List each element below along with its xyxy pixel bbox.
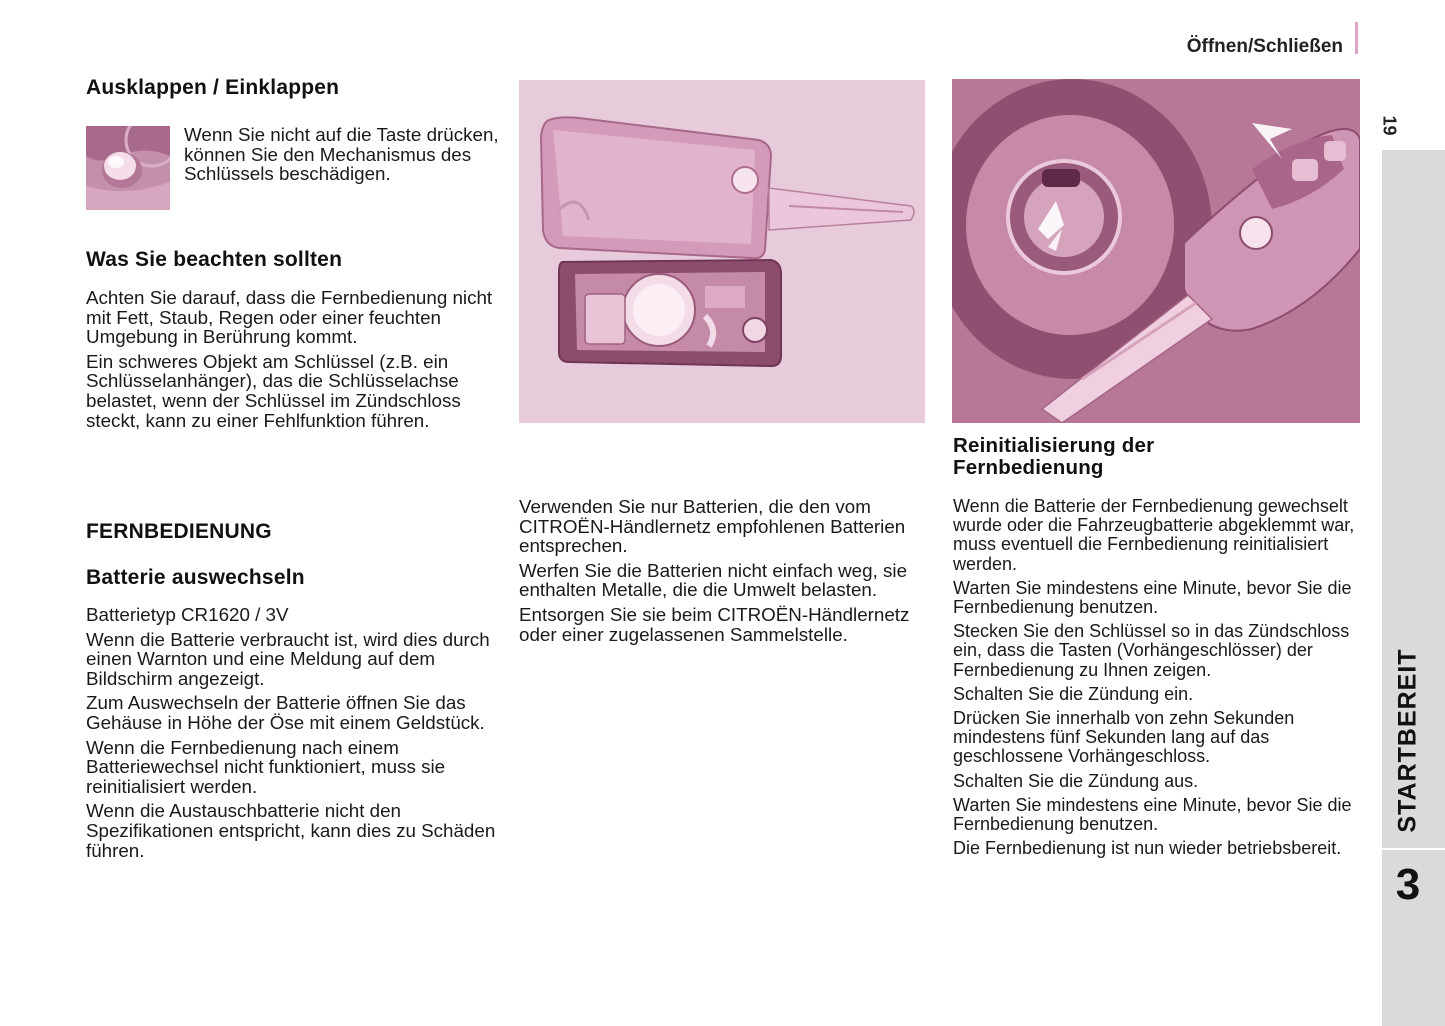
page-section-title: Öffnen/Schließen xyxy=(1186,36,1343,57)
chapter-title: STARTBEREIT xyxy=(1393,647,1422,833)
reinit-paragraph: Warten Sie mindestens eine Minute, bevor Sie die Fernbedienung benutzen. xyxy=(953,577,1352,618)
reinit-paragraph: Schalten Sie die Zündung aus. xyxy=(953,770,1199,791)
notes-heading: Was Sie beachten sollten xyxy=(86,248,343,271)
battery-paragraph: Zum Auswechseln der Batterie öffnen Sie das Gehäuse in Höhe der Öse mit einem Geldstück. xyxy=(86,692,485,733)
battery-paragraph: Batterietyp CR1620 / 3V xyxy=(86,604,289,625)
reinit-paragraph: Drücken Sie innerhalb von zehn Sekunden mindestens fünf Sekunden lang auf das geschlossene Vorhängeschloss. xyxy=(953,708,1295,767)
battery-paragraph: Wenn die Batterie verbraucht ist, wird dies durch einen Warnton und eine Meldung auf dem Bildschirm angezeigt. xyxy=(86,628,490,689)
notes-paragraph: Achten Sie darauf, dass die Fernbedienung nicht mit Fett, Staub, Regen oder einer feuchten Umgebung in Berührung kommt. xyxy=(86,287,493,348)
reinit-paragraph: Die Fernbedienung ist nun wieder betriebsbereit. xyxy=(953,838,1342,859)
header-divider xyxy=(1355,22,1358,54)
reinit-heading-line2: Fernbedienung xyxy=(953,456,1104,479)
reinit-paragraph: Stecken Sie den Schlüssel so in das Zündschloss ein, dass die Tasten (Vorhängeschlösser) der Fernbedienung zu Ihnen zeigen. xyxy=(953,621,1350,680)
chapter-number: 3 xyxy=(1395,860,1421,909)
chapter-tab-divider xyxy=(1382,848,1445,850)
key-button-photo xyxy=(86,126,170,210)
notes-text xyxy=(86,288,496,435)
reinit-steps xyxy=(953,497,1365,863)
disposal-paragraph: Entsorgen Sie sie beim CITROËN-Händlernetz oder einer zugelassenen Sammelstelle. xyxy=(519,603,910,645)
reinit-paragraph: Warten Sie mindestens eine Minute, bevor Sie die Fernbedienung benutzen. xyxy=(953,794,1352,835)
reinit-paragraph: Schalten Sie die Zündung ein. xyxy=(953,683,1194,704)
disposal-text xyxy=(519,497,919,649)
open-remote-illustration xyxy=(519,80,925,423)
fold-warning-text: Wenn Sie nicht auf die Taste drücken, können Sie den Mechanismus des Schlüssels beschädigen. xyxy=(184,124,499,185)
reinit-paragraph: Wenn die Batterie der Fernbedienung gewechselt wurde oder die Fahrzeugbatterie abgeklemmt war, muss eventuell die Fernbedienung reinitialisiert werden. xyxy=(953,496,1355,574)
disposal-paragraph: Werfen Sie die Batterien nicht einfach weg, sie enthalten Metalle, die die Umwelt belasten. xyxy=(519,559,908,601)
notes-paragraph: Ein schweres Objekt am Schlüssel (z.B. ein Schlüsselanhänger), das die Schlüsselachse belastet, wenn der Schlüssel im Zündschloss steckt, kann zu einer Fehlfunktion führen. xyxy=(86,350,461,431)
disposal-paragraph: Verwenden Sie nur Batterien, die den vom CITROËN-Händlernetz empfohlenen Batterien entsprechen. xyxy=(519,496,906,557)
battery-paragraph: Wenn die Fernbedienung nach einem Batteriewechsel nicht funktioniert, muss sie reinitialisiert werden. xyxy=(86,736,446,797)
reinit-heading xyxy=(953,435,1154,479)
battery-text xyxy=(86,605,496,865)
battery-heading: Batterie auswechseln xyxy=(86,566,305,589)
reinit-heading-line1: Reinitialisierung der xyxy=(953,434,1155,457)
battery-paragraph: Wenn die Austauschbatterie nicht den Spezifikationen entspricht, kann dies zu Schäden führen. xyxy=(86,800,496,861)
ignition-key-illustration xyxy=(952,79,1360,423)
remote-heading: FERNBEDIENUNG xyxy=(86,520,272,543)
page-number: 19 xyxy=(1379,114,1400,136)
fold-heading: Ausklappen / Einklappen xyxy=(86,76,340,99)
